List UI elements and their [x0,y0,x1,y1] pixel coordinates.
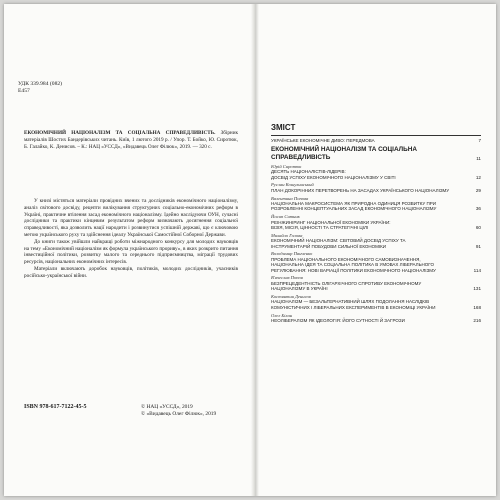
toc-entry-title-line: КОМУНІСТИЧНИХ І ЛІБЕРАЛЬНИХ ЕКСПЕРИМЕНТІВ В ЕКОНОМІЦІ УКРАЇНИ [271,304,436,310]
toc-entry-title-line: НАЦІОНАЛЬНА ІДЕЯ ТА СОЦІАЛЬНА ПОЛІТИКА В УМОВАХ ЛІБЕРАЛЬНОГО [271,262,434,268]
udk-code: УДК 339.984 (082) [18,81,63,87]
toc-entry-title [271,238,481,249]
toc-entry-author: Михайло Голова [271,232,303,238]
book-details: Збірник матеріалів Шостих Бандерівських читань. Київ, 1 лютого 2019 р. / Упор. Т. Бойко, Ю. Сиротюк, Б. Галайко, К. Денисов. – К.: НАЦ «УССД», «Видавець Олег Філюк», 2019. — 320 с. [24,130,238,150]
book-gutter [251,4,259,496]
udk-block [18,81,62,96]
toc-entry-page: 114 [473,267,481,273]
toc-entry-title-line: ДОСВІД УСПІХУ ЕКОНОМІЧНОГО НАЦІОНАЛІЗМУ У СВІТІ [271,174,396,180]
toc-divider [271,135,481,136]
table-of-contents [271,138,481,326]
toc-entry[interactable] [271,275,481,291]
toc-entry-title [271,146,481,162]
toc-entry-title [271,169,481,180]
toc-entry-page: 36 [475,206,481,212]
toc-entry-title-line: НАЦІОНАЛЬНА МАКРОСИСТЕМА ЯК ПРИРОДНА ОДИНИЦЯ РОЗВИТКУ ПРИ [271,200,436,206]
toc-entry-title-line: РЕІНЖИНІРИНГ НАЦІОНАЛЬНОЇ ЕКОНОМІКИ УКРАЇНИ: [271,219,391,225]
toc-entry[interactable] [271,233,481,249]
toc-entry[interactable] [271,164,481,180]
toc-entry[interactable] [271,138,481,144]
toc-entry-title-line: УКРАЇНСЬКЕ ЕКОНОМІЧНЕ ДИВО: ПЕРЕДМОВА [271,138,375,143]
toc-entry-page: 29 [475,187,481,193]
toc-entry-title-line: РОЗРОБЛЕННІ КОНЦЕПТУАЛЬНИХ ЗАСАД ЕКОНОМІЧНОГО НАЦІОНАЛІЗМУ [271,206,437,212]
toc-entry-author: Валентина Попова [271,195,309,201]
toc-entry-title-line: ІНСТРУМЕНТАРІЙ ПОБУДОВИ СИЛЬНОЇ ЕКОНОМІКИ [271,243,387,249]
toc-entry-page: 216 [473,318,481,324]
bbk-code: Е457 [18,88,30,95]
toc-entry-author: Костянтин Денисов [271,294,311,300]
toc-entry-title-line: РЕГУЛЮВАННЯ: НОВІ ВАРІАЦІЇ ПОЛІТИКИ ЕКОНОМІЧНОГО НАЦІОНАЛІЗМУ [271,267,436,273]
toc-entry[interactable] [271,214,481,230]
abstract [24,198,238,280]
abstract-paragraph: Матеріали включають доробок науковців, політиків, молодих дослідників, учасників російсько-української війни. [24,265,238,279]
toc-entry-title-line: ДЕСЯТЬ НАЦІОНАЛІСТІВ-ЛІДЕРІВ: [271,169,346,175]
toc-entry[interactable] [271,294,481,310]
toc-title: ЗМІСТ [271,123,296,132]
toc-entry-title-line: БЕЗПРЕЦЕДЕНТНІСТЬ ОЛІГАРХІЧНОГО СПРОТИВУ ЕКОНОМІЧНОМУ [271,280,422,286]
copyright-block [141,404,216,419]
toc-entry-title-line: ЕКОНОМІЧНИЙ НАЦІОНАЛІЗМ ТА СОЦІАЛЬНА [271,145,417,153]
toc-entry-title [271,281,481,292]
toc-entry[interactable] [271,146,481,162]
copyright-line: © «Видавець Олег Філюк», 2019 [141,411,217,418]
toc-entry[interactable] [271,313,481,324]
left-page [4,4,251,496]
toc-entry[interactable] [271,196,481,212]
isbn: ISBN 978-617-7122-45-5 [24,404,87,410]
toc-entry-author: Олег Білан [271,312,293,318]
toc-entry[interactable] [271,182,481,193]
toc-entry-page: 11 [476,156,481,162]
toc-entry-title-line: СПРАВЕДЛИВІСТЬ [271,153,331,161]
toc-entry-author: В'ячеслав Попов [271,275,303,281]
copyright-line: © НАЦ «УССД», 2019 [141,404,193,410]
toc-entry[interactable] [271,251,481,273]
toc-entry-title-line: ЕКОНОМІЧНИЙ НАЦІОНАЛІЗМ: СВІТОВИЙ ДОСВІД УСПІХУ ТА [271,238,406,244]
toc-entry-title [271,138,481,144]
toc-entry-author: Йосип Ситник [271,214,300,220]
toc-entry-page: 131 [473,286,481,292]
toc-entry-page: 60 [475,225,481,231]
toc-entry-title [271,318,481,324]
book-title: ЕКОНОМІЧНИЙ НАЦІОНАЛІЗМ ТА СОЦІАЛЬНА СПРАВЕДЛИВІСТЬ. [24,130,216,136]
toc-entry-title [271,220,481,231]
toc-entry-title [271,201,481,212]
toc-entry-title-line: НАЦІОНАЛІЗМ — БЕЗАЛЬТЕРНАТИВНИЙ ШЛЯХ ПОДОЛАННЯ НАСЛІДКІВ [271,299,430,305]
toc-entry-page: 168 [473,304,481,310]
toc-entry-title [271,188,481,194]
toc-entry-author: Руслан Кошулинський [271,182,314,188]
toc-entry-title-line: НЕОЛІБЕРАЛІЗМ ЯК ІДЕОЛОГІЯ: ЙОГО СУТНОСТІ Й ЗАГРОЗИ [271,318,405,324]
abstract-paragraph: У книзі містяться матеріали провідних вчених та дослідників економічного націоналізму, аналіз світового досвіду, рецепти вилікування структурних соціально-економічних реформ в Україні, практичне втілення засад економічного націоналізму. Ідейно наслідуючи ОУН, сучасні дослідники та практики кінцевим результатом реформ визначають досягнення соціальної справедливості, яка дозволить нації народити і розвинутися успішній державі, що є ключовою метою українського руху та здійснення ідеалу Української Самостійної Соборної Держави. [24,198,238,238]
right-page [259,4,496,496]
toc-entry-author: Володимир Панченко [271,251,313,257]
bibliographic-record [24,130,238,150]
toc-entry-title-line: ПРОБЛЕМА НАЦІОНАЛЬНОГО ЕКОНОМІЧНОГО САМОВИЗНАЧЕННЯ, [271,256,421,262]
toc-entry-title-line: НАЦІОНАЛІЗМУ В УКРАЇНІ [271,286,328,292]
toc-entry-page: 7 [478,138,481,143]
toc-entry-title-line: ВІЗІЯ, МІСІЯ, ЦІННОСТІ ТА СТРАТЕГІЧНІ ЦІЛІ [271,225,369,231]
toc-entry-author: Юрій Сиротюк [271,163,302,169]
toc-entry-title-line: ПЛАН ДОКОРІННИХ ПЕРЕТВОРЕНЬ НА ЗАСАДАХ УКРАЇНСЬКОГО НАЦІОНАЛІЗМУ [271,187,450,193]
abstract-paragraph: До книги також увійшли найкращі роботи міжнародного конкурсу для молодих науковців на тему «Економічний націоналізм як формула українського прориву», в яких розкрито питання інвестиційної політики, розвитку малого та середнього підприємництва, міграції трудових ресурсів, національних економічних інтересів. [24,238,238,266]
book-spread [4,4,496,496]
toc-entry-page: 91 [475,243,481,249]
toc-entry-title [271,257,481,274]
toc-entry-page: 12 [475,174,481,180]
toc-entry-title [271,299,481,310]
